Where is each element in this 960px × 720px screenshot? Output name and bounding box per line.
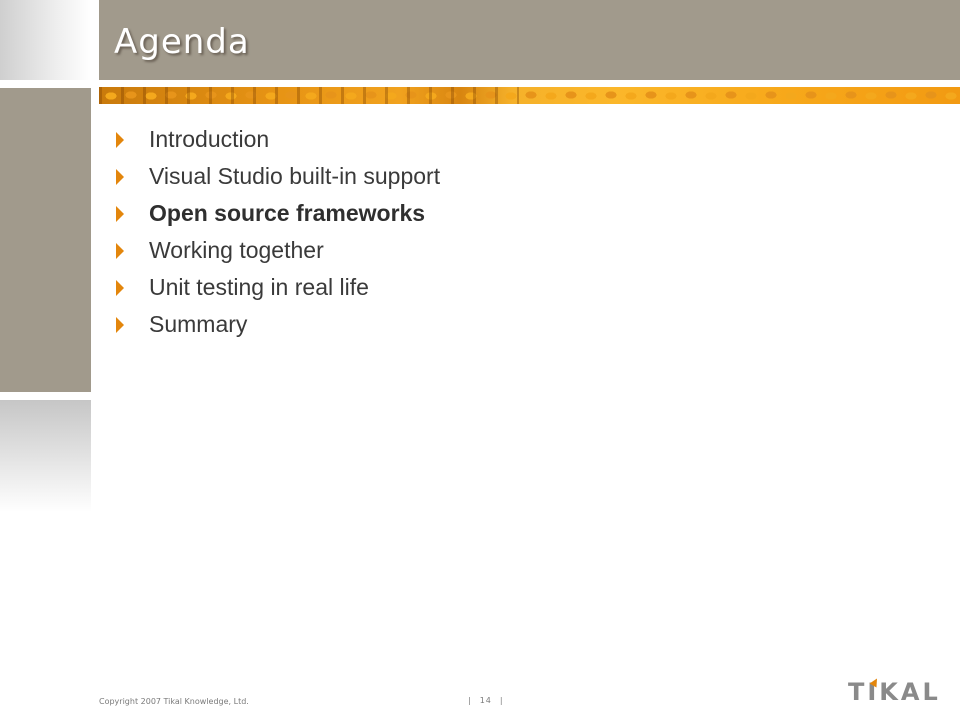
agenda-list bbox=[114, 121, 440, 343]
triangle-right-icon bbox=[116, 243, 124, 259]
footer-page-number: | 14 | bbox=[468, 696, 504, 705]
agenda-item bbox=[114, 158, 440, 195]
header-bar bbox=[99, 0, 960, 80]
triangle-right-icon bbox=[116, 169, 124, 185]
agenda-item-label: Unit testing in real life bbox=[149, 274, 369, 300]
page-title: Agenda bbox=[114, 22, 250, 62]
triangle-right-icon bbox=[116, 280, 124, 296]
agenda-item-label: Visual Studio built-in support bbox=[149, 163, 441, 189]
logo-text: TIKAL bbox=[848, 678, 941, 706]
footer-copyright: Copyright 2007 Tikal Knowledge, Ltd. bbox=[99, 697, 249, 706]
agenda-item-label: Open source frameworks bbox=[149, 200, 426, 226]
side-decoration-middle bbox=[0, 88, 91, 392]
agenda-item bbox=[114, 121, 440, 158]
agenda-item-current bbox=[114, 195, 440, 232]
side-decoration-bottom bbox=[0, 400, 91, 512]
agenda-item bbox=[114, 306, 440, 343]
header-photo-strip bbox=[99, 87, 960, 104]
triangle-right-icon bbox=[116, 132, 124, 148]
agenda-item bbox=[114, 232, 440, 269]
page-number: 14 bbox=[479, 696, 492, 705]
agenda-item-label: Working together bbox=[149, 237, 324, 263]
side-decoration-top bbox=[0, 0, 91, 80]
agenda-item-label: Introduction bbox=[149, 126, 270, 152]
triangle-right-icon bbox=[116, 206, 124, 222]
company-logo bbox=[848, 672, 941, 712]
agenda-item bbox=[114, 269, 440, 306]
triangle-right-icon bbox=[116, 317, 124, 333]
agenda-item-label: Summary bbox=[149, 311, 248, 337]
